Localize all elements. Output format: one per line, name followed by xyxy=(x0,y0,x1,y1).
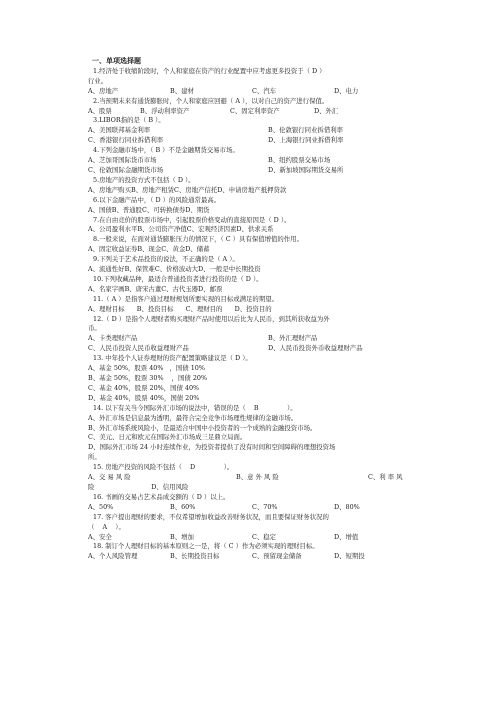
option-c: C、利 率 风 xyxy=(368,473,403,482)
option-a: A、个人风险管理 xyxy=(88,552,138,561)
question-18: 18. 制订个人理财目标的基本原则之一是，将（ C ）作为必须实现的理财目标。 xyxy=(93,542,319,551)
option-a: A、交 易 风 险 xyxy=(88,473,131,482)
question-15: 15. 房地产投资的风险不包括（ D ）。 xyxy=(93,463,234,472)
option-c: C、汽车 xyxy=(252,86,277,95)
question-14-option-c: C、美元、日元和欧元在国际外汇市场成三足鼎立局面。 xyxy=(88,433,247,442)
option-b: B、伦敦银行同业拆借利率 xyxy=(268,126,343,135)
question-3-options-row2 xyxy=(88,136,418,146)
option-b: B、建材 xyxy=(170,86,194,95)
question-13-option-d: D、基金 40%，股票 40%，国债 20% xyxy=(88,393,200,402)
option-c: C、70% xyxy=(252,502,278,511)
option-d: D、人民币投资外币收益理财产品 xyxy=(268,344,363,353)
section-heading: 一、单项选择题 xyxy=(92,56,141,65)
option-b: B、长期投资目标 xyxy=(170,552,220,561)
question-12: 12.（ D ）是指个人理财者购买理财产品时使用以后比为人民币，到其所获收益为外 xyxy=(93,314,330,323)
option-d: D、新加坡国际期货交易所 xyxy=(268,165,344,174)
question-6-options: A、国债B、普通股C、可转换债券D、期货 xyxy=(88,205,210,214)
question-15-options-cont: 险 D、信用风险 xyxy=(88,482,189,491)
option-c: C、稳定 xyxy=(252,532,277,541)
question-17: 17. 客户提出理财的要求，不仅希望增加收益改善财务状况，而且要保证财务状况的 xyxy=(93,512,329,521)
question-1: 1.经济处于收缩阶段时，个人和家庭在资产的行业配置中应考虑更多投资于（ D ） xyxy=(93,66,326,75)
question-16: 16. 书画的交易占艺术品成交额的（ D ）以上。 xyxy=(93,492,230,501)
option-a: A、房地产 xyxy=(88,86,119,95)
question-8: 8.一般来说，在面对通货膨胀压力的情况下，（ C ）具有保值增值的作用。 xyxy=(93,235,303,244)
question-3: 3.LIBOR指的是（ B ）。 xyxy=(93,116,165,125)
option-d: D、短期投 xyxy=(334,552,365,561)
question-7-options: A、公司盈利水平B、公司资产净值C、宏观经济因素D、供求关系 xyxy=(88,225,274,234)
option-b: B、增加 xyxy=(170,532,194,541)
question-9-options: A、流通性好B、保管难C、价格波动大D、一般是中长期投资 xyxy=(88,265,261,274)
option-c: C、预留现金储备 xyxy=(252,552,302,561)
option-d: D、增值 xyxy=(334,532,359,541)
option-d: D、80% xyxy=(334,502,360,511)
question-15-options xyxy=(88,473,418,483)
option-a: A、卡类理财产品 xyxy=(88,334,138,343)
question-5: 5.房地产的投资方式不包括（ D ）。 xyxy=(93,175,195,184)
question-1-options xyxy=(88,87,418,97)
question-13: 13. 中年投个人证券理财的资产配置策略建议是（ D ）。 xyxy=(93,354,252,363)
question-13-option-c: C、基金 40%，股票 20%，国债 40% xyxy=(88,383,200,392)
question-8-options: A、固定收益证券B、现金C、黄金D、储蓄 xyxy=(88,245,210,254)
question-11: 11.（ A ）是指客户通过理财规划所要实现的目标或满足的期望。 xyxy=(93,294,278,303)
option-a: A、股票 xyxy=(88,106,112,115)
option-a: A、芝加哥国际货币市场 xyxy=(88,156,157,165)
question-14: 14. 以下有关当今国际外汇市场的说法中，错误的是（ B ）。 xyxy=(93,403,297,412)
question-13-option-b: B、基金 50%，股票 30% ，国债 20% xyxy=(88,374,208,382)
option-a: A、安全 xyxy=(88,532,112,541)
question-10-options: A、名家字画B、唐宋古董C、古代玉器D、邮票 xyxy=(88,284,223,293)
question-12-options-row1 xyxy=(88,334,418,344)
option-d: D、上海银行同业拆借利率 xyxy=(268,136,344,145)
question-10: 10.下列收藏品种，最适合普通投资者进行投资的是（ D ）。 xyxy=(93,274,263,283)
option-c: C、香港银行同业拆借利率 xyxy=(88,136,164,145)
question-2: 2.当预期未来有通货膨胀时，个人和家庭应回避（ A ），以对自己的资产进行保值。 xyxy=(93,96,329,105)
option-b: B、意 外 风 险 xyxy=(236,473,279,482)
option-a: A、50% xyxy=(88,502,114,511)
option-b: B、浮动利率资产 xyxy=(140,106,190,115)
question-18-options xyxy=(88,552,418,562)
question-5-options: A、房地产购买B、房地产租赁C、房地产信托D、申请房地产抵押贷款 xyxy=(88,185,287,194)
question-9: 9.下列关于艺术品投资的说法，不正确的是（ A ）。 xyxy=(93,255,239,264)
option-c: C、人民币投资人民币收益理财产品 xyxy=(88,344,189,353)
question-4: 4.下列金融市场中，（ B ）不是金融期货交易市场。 xyxy=(93,146,239,155)
option-a: A、美国联邦基金利率 xyxy=(88,126,151,135)
question-1-cont: 行业。 xyxy=(88,76,108,85)
question-3-options-row1 xyxy=(88,126,418,136)
question-17-cont: （ A ）。 xyxy=(88,522,125,531)
question-7: 7.在自由竞价的股票市场中，引起股票价格变动的直接原因是（ D ）。 xyxy=(93,215,291,224)
question-14-option-d-cont: 所。 xyxy=(88,453,101,462)
question-2-options xyxy=(88,107,418,117)
question-4-options-row2 xyxy=(88,166,418,176)
question-12-options-row2 xyxy=(88,344,418,354)
option-c: C、伦敦国际金融期货市场 xyxy=(88,165,164,174)
option-b: B、纽约股票交易市场 xyxy=(268,156,331,165)
question-16-options xyxy=(88,503,418,513)
question-13-option-a: A、基金 50%，股票 40% ，国债 10% xyxy=(88,364,205,373)
option-d: D、外汇 xyxy=(314,106,339,115)
question-11-options: A、理财目标 B、投资目标 C、理财目的 D、投资目的 xyxy=(88,304,272,313)
option-b: B、60% xyxy=(170,502,196,511)
question-14-option-b: B、外汇市场系统风险小，是最适合中国中小投资者的一个成熟的金融投资市场。 xyxy=(88,423,317,432)
option-c: C、固定利率资产 xyxy=(230,106,280,115)
option-b: B、外汇理财产品 xyxy=(268,334,318,343)
question-4-options-row1 xyxy=(88,156,418,166)
question-6: 6.以下金融产品中，（ D ）的风险通常最高。 xyxy=(93,195,221,204)
question-12-cont: 币。 xyxy=(88,324,101,333)
question-14-option-d: D、国际外汇市场 24 小时连续作业，为投资者提供了没有时间和空间障碍的理想投资场 xyxy=(88,443,336,452)
question-17-options xyxy=(88,533,418,543)
option-d: D、电力 xyxy=(334,86,359,95)
question-14-option-a: A、外汇市场是信息最为透明，最符合完全竞争市场理性规律的金融市场。 xyxy=(88,413,298,422)
question-sheet xyxy=(88,56,418,562)
